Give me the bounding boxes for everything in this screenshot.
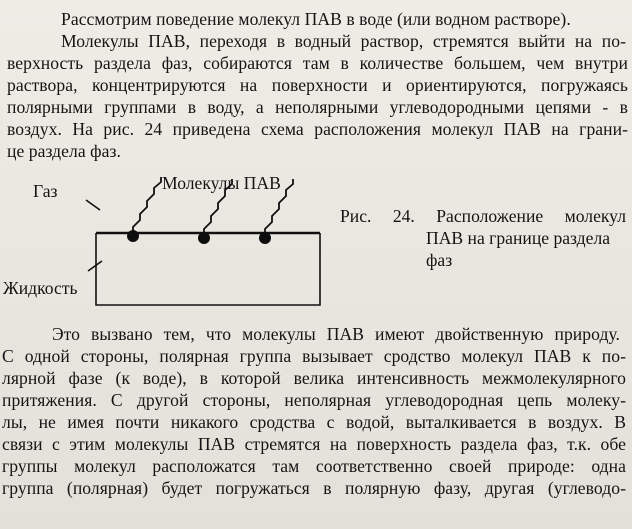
- polar-head: [259, 232, 271, 244]
- intro-line: Рассмотрим поведение молекул ПАВ в воде (или водном растворе).: [61, 9, 571, 29]
- text-line: це раздела фаз.: [7, 141, 121, 161]
- caption-line: фаз: [426, 250, 453, 270]
- text-line: Молекулы ПАВ, переходя в водный раствор, стремятся выйти на по-: [61, 31, 626, 51]
- text-line: лярной фазе (к воде), в которой велика интенсивность межмолекулярного: [2, 368, 626, 388]
- caption-line: ПАВ на границе раздела: [426, 228, 611, 248]
- polar-head: [198, 232, 210, 244]
- text-line: верхность раздела фаз, собираются там в количестве большем, чем внутри: [7, 53, 628, 73]
- liquid-pointer-line: [88, 261, 102, 271]
- molecules-label: Молекулы ПАВ: [162, 173, 281, 193]
- text-line: воздух. На рис. 24 приведена схема расположения молекул ПАВ на грани-: [7, 119, 628, 139]
- text-line: лы, не имея почти никакого сродства с водой, выталкивается в воздух. В: [2, 412, 626, 432]
- text-line: группы молекул расположатся там соответственно своей природе: одна: [2, 456, 626, 476]
- liquid-label: Жидкость: [3, 278, 78, 298]
- text-line: С одной стороны, полярная группа вызывает сродство молекул ПАВ к по-: [2, 346, 626, 366]
- text-line: полярными группами в воду, а неполярными углеводородными цепями - в: [7, 97, 628, 117]
- text-line: раствора, концентрируются на поверхности и ориентируются, погружаясь: [7, 75, 628, 95]
- paragraph-dual-nature: [0, 323, 632, 499]
- polar-head: [127, 230, 139, 242]
- hydrocarbon-tail: [133, 177, 161, 234]
- gas-label: Газ: [33, 181, 58, 201]
- figure-caption: [340, 205, 626, 271]
- caption-line: Рис. 24. Расположение молекул: [340, 206, 626, 226]
- text-line: Это вызвано тем, что молекулы ПАВ имеют двойственную природу.: [52, 324, 620, 344]
- text-line: связи с этим молекулы ПАВ стремятся на поверхность раздела фаз, т.к. обе: [2, 434, 626, 454]
- liquid-vessel-outline: [96, 233, 320, 305]
- text-line: притяжения. С другой стороны, неполярная углеводородная цепь молеку-: [2, 390, 626, 410]
- text-line: группа (полярная) будет погружаться в полярную фазу, другая (углеводо-: [2, 478, 626, 498]
- gas-pointer-line: [86, 200, 100, 210]
